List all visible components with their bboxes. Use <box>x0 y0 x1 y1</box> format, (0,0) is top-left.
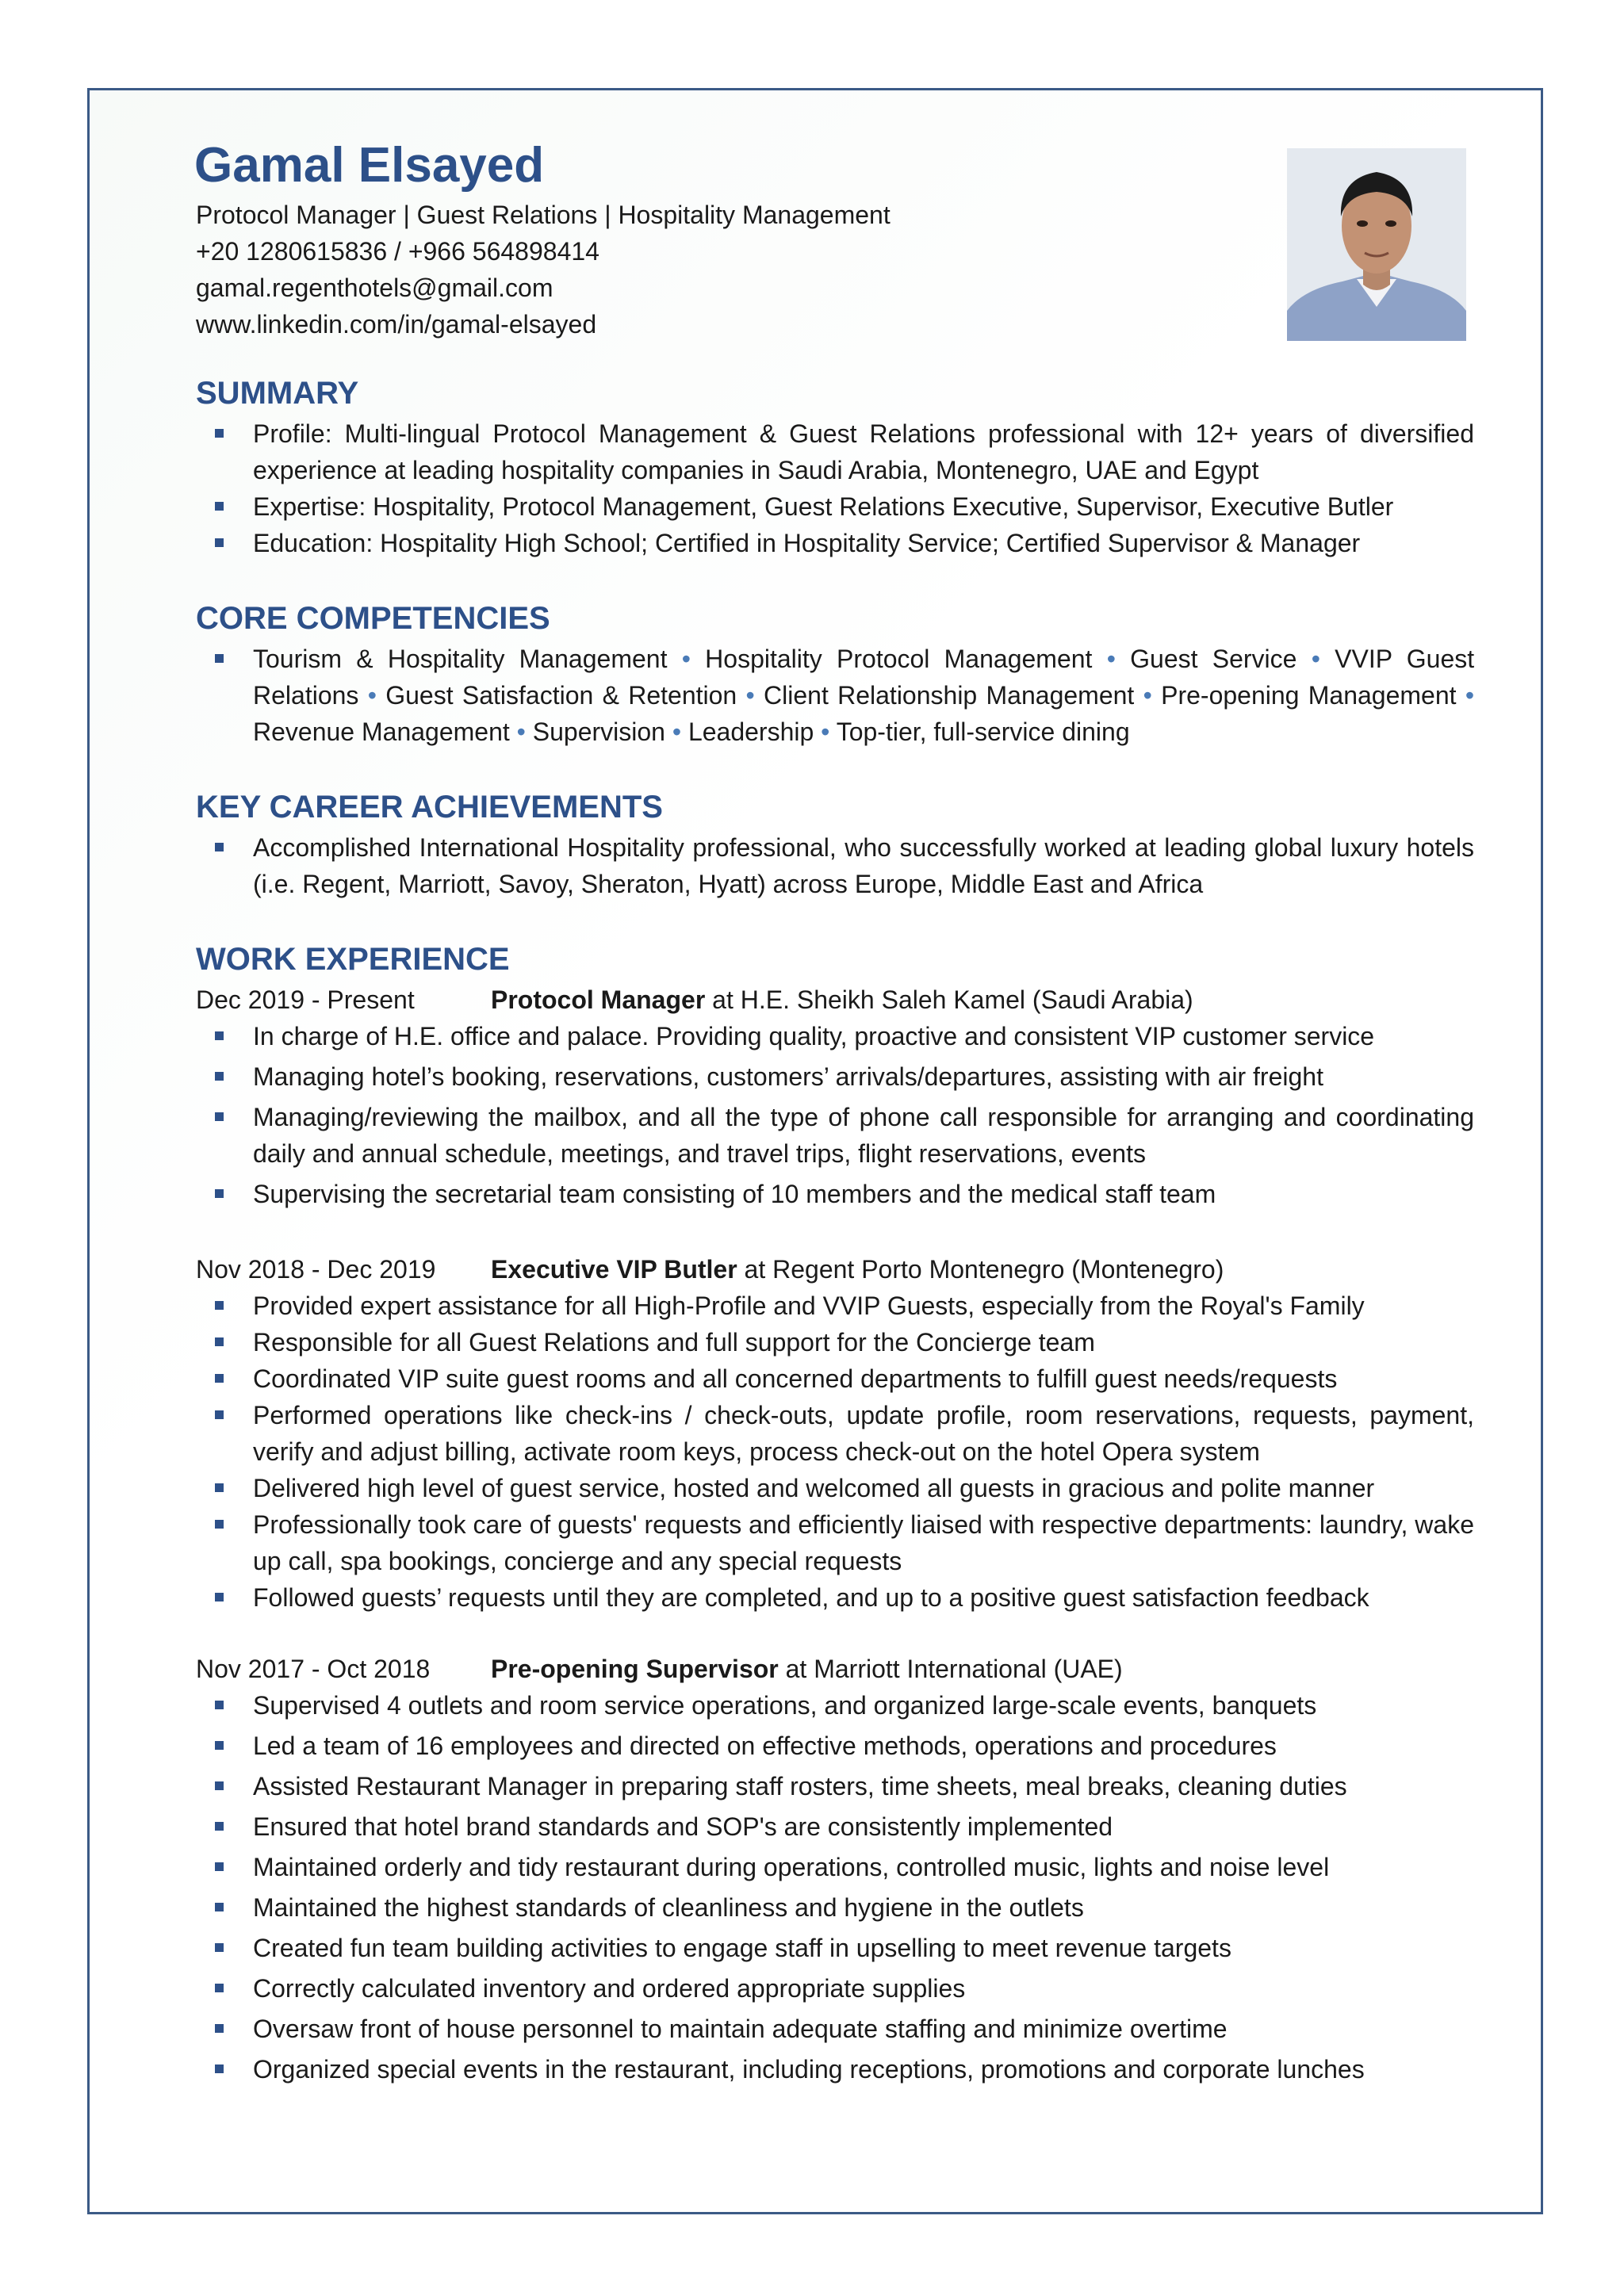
competencies-item <box>196 641 1474 750</box>
job-duty: Correctly calculated inventory and ordered appropriate supplies <box>196 1970 1474 2007</box>
competencies-heading: CORE COMPETENCIES <box>196 601 550 636</box>
job-position <box>491 1651 1123 1687</box>
separator-dot: • <box>1465 681 1475 710</box>
email-address[interactable]: gamal.regenthotels@gmail.com <box>196 274 553 302</box>
job-duty: Supervised 4 outlets and room service operations, and organized large-scale events, banquets <box>196 1687 1474 1724</box>
job-duty: Delivered high level of guest service, hosted and welcomed all guests in gracious and polite manner <box>196 1470 1474 1506</box>
job-company: at Regent Porto Montenegro (Montenegro) <box>737 1255 1224 1284</box>
summary-heading: SUMMARY <box>196 376 359 411</box>
jobs-container <box>196 982 1474 2087</box>
separator-dot: • <box>1106 645 1116 673</box>
job-duties-list <box>196 1018 1474 1212</box>
job-spacer <box>196 1616 1474 1651</box>
job-position <box>491 1251 1224 1288</box>
job-duty: Performed operations like check-ins / check-outs, update profile, room reservations, requests, payment, verify and adjust billing, activate room keys, process check-out on the hotel Opera system <box>196 1397 1474 1470</box>
job-duty: Coordinated VIP suite guest rooms and all concerned departments to fulfill guest needs/requests <box>196 1360 1474 1397</box>
job-duties-list <box>196 1288 1474 1616</box>
candidate-name: Gamal Elsayed <box>194 138 545 193</box>
job-duty: Supervising the secretarial team consisting of 10 members and the medical staff team <box>196 1176 1474 1212</box>
competency: VVIP Guest Relations <box>253 645 1475 710</box>
job-header <box>196 1651 1474 1687</box>
separator-dot: • <box>367 681 377 710</box>
resume-content <box>196 135 1474 2091</box>
competency: Leadership <box>688 718 814 746</box>
job-duty: Followed guests’ requests until they are completed, and up to a positive guest satisfaction feedback <box>196 1579 1474 1616</box>
achievements-list <box>196 829 1474 902</box>
phone-number: +20 1280615836 / +966 564898414 <box>196 237 599 266</box>
job-duty: Oversaw front of house personnel to maintain adequate staffing and minimize overtime <box>196 2011 1474 2047</box>
job-duty: Maintained the highest standards of cleanliness and hygiene in the outlets <box>196 1889 1474 1926</box>
job-duties-list <box>196 1687 1474 2087</box>
achievement-item: Accomplished International Hospitality professional, who successfully worked at leading global luxury hotels (i.e. Regent, Marriott, Savoy, Sheraton, Hyatt) across Europe, Middle East and Africa <box>196 829 1474 902</box>
competency: Guest Satisfaction & Retention <box>385 681 737 710</box>
job-company: at Marriott International (UAE) <box>778 1655 1123 1683</box>
job-duty: Managing hotel’s booking, reservations, customers’ arrivals/departures, assisting with air freight <box>196 1058 1474 1095</box>
job-role: Protocol Manager <box>491 985 706 1014</box>
separator-dot: • <box>672 718 682 746</box>
job-header <box>196 1251 1474 1288</box>
competency: Tourism & Hospitality Management <box>253 645 668 673</box>
separator-dot: • <box>745 681 755 710</box>
linkedin-url[interactable]: www.linkedin.com/in/gamal-elsayed <box>196 310 597 339</box>
separator-dot: • <box>681 645 691 673</box>
job-duty: In charge of H.E. office and palace. Providing quality, proactive and consistent VIP customer service <box>196 1018 1474 1054</box>
competency: Client Relationship Management <box>764 681 1135 710</box>
job-header <box>196 982 1474 1018</box>
job-spacer <box>196 1216 1474 1251</box>
separator-dot: • <box>1143 681 1152 710</box>
summary-item: Profile: Multi-lingual Protocol Management & Guest Relations professional with 12+ years of diversified experience at leading hospitality companies in Saudi Arabia, Montenegro, UAE and Egypt <box>196 415 1474 488</box>
summary-list <box>196 415 1474 561</box>
job-duty: Created fun team building activities to engage staff in upselling to meet revenue targets <box>196 1930 1474 1966</box>
job-dates: Nov 2018 - Dec 2019 <box>196 1255 436 1284</box>
tagline: Protocol Manager | Guest Relations | Hospitality Management <box>196 201 891 229</box>
job-role: Executive VIP Butler <box>491 1255 737 1284</box>
job-duty: Managing/reviewing the mailbox, and all the type of phone call responsible for arranging and coordinating daily and annual schedule, meetings, and travel trips, flight reservations, events <box>196 1099 1474 1172</box>
job-duty: Maintained orderly and tidy restaurant during operations, controlled music, lights and noise level <box>196 1849 1474 1885</box>
job-duty: Assisted Restaurant Manager in preparing staff rosters, time sheets, meal breaks, cleaning duties <box>196 1768 1474 1804</box>
job-duty: Organized special events in the restaurant, including receptions, promotions and corporate lunches <box>196 2051 1474 2087</box>
separator-dot: • <box>516 718 526 746</box>
competency: Supervision <box>532 718 665 746</box>
summary-item: Expertise: Hospitality, Protocol Management, Guest Relations Executive, Supervisor, Executive Butler <box>196 488 1474 525</box>
experience-heading: WORK EXPERIENCE <box>196 942 510 977</box>
competency: Top-tier, full-service dining <box>836 718 1130 746</box>
job-company: at H.E. Sheikh Saleh Kamel (Saudi Arabia) <box>705 985 1193 1014</box>
job-dates: Nov 2017 - Oct 2018 <box>196 1655 431 1683</box>
separator-dot: • <box>821 718 830 746</box>
achievements-heading: KEY CAREER ACHIEVEMENTS <box>196 790 663 825</box>
summary-item: Education: Hospitality High School; Certified in Hospitality Service; Certified Supervisor & Manager <box>196 525 1474 561</box>
job-duty: Professionally took care of guests' requests and efficiently liaised with respective departments: laundry, wake up call, spa bookings, concierge and any special requests <box>196 1506 1474 1579</box>
job-duty: Led a team of 16 employees and directed on effective methods, operations and procedures <box>196 1728 1474 1764</box>
competency: Revenue Management <box>253 718 510 746</box>
separator-dot: • <box>1311 645 1320 673</box>
job-duty: Ensured that hotel brand standards and SOP's are consistently implemented <box>196 1808 1474 1845</box>
competency: Pre-opening Management <box>1161 681 1457 710</box>
competencies-list <box>196 641 1474 750</box>
competency: Guest Service <box>1130 645 1297 673</box>
job-position <box>491 982 1193 1018</box>
job-dates: Dec 2019 - Present <box>196 985 415 1014</box>
job-duty: Responsible for all Guest Relations and full support for the Concierge team <box>196 1324 1474 1360</box>
competency: Hospitality Protocol Management <box>705 645 1093 673</box>
job-role: Pre-opening Supervisor <box>491 1655 779 1683</box>
job-duty: Provided expert assistance for all High-Profile and VVIP Guests, especially from the Royal's Family <box>196 1288 1474 1324</box>
